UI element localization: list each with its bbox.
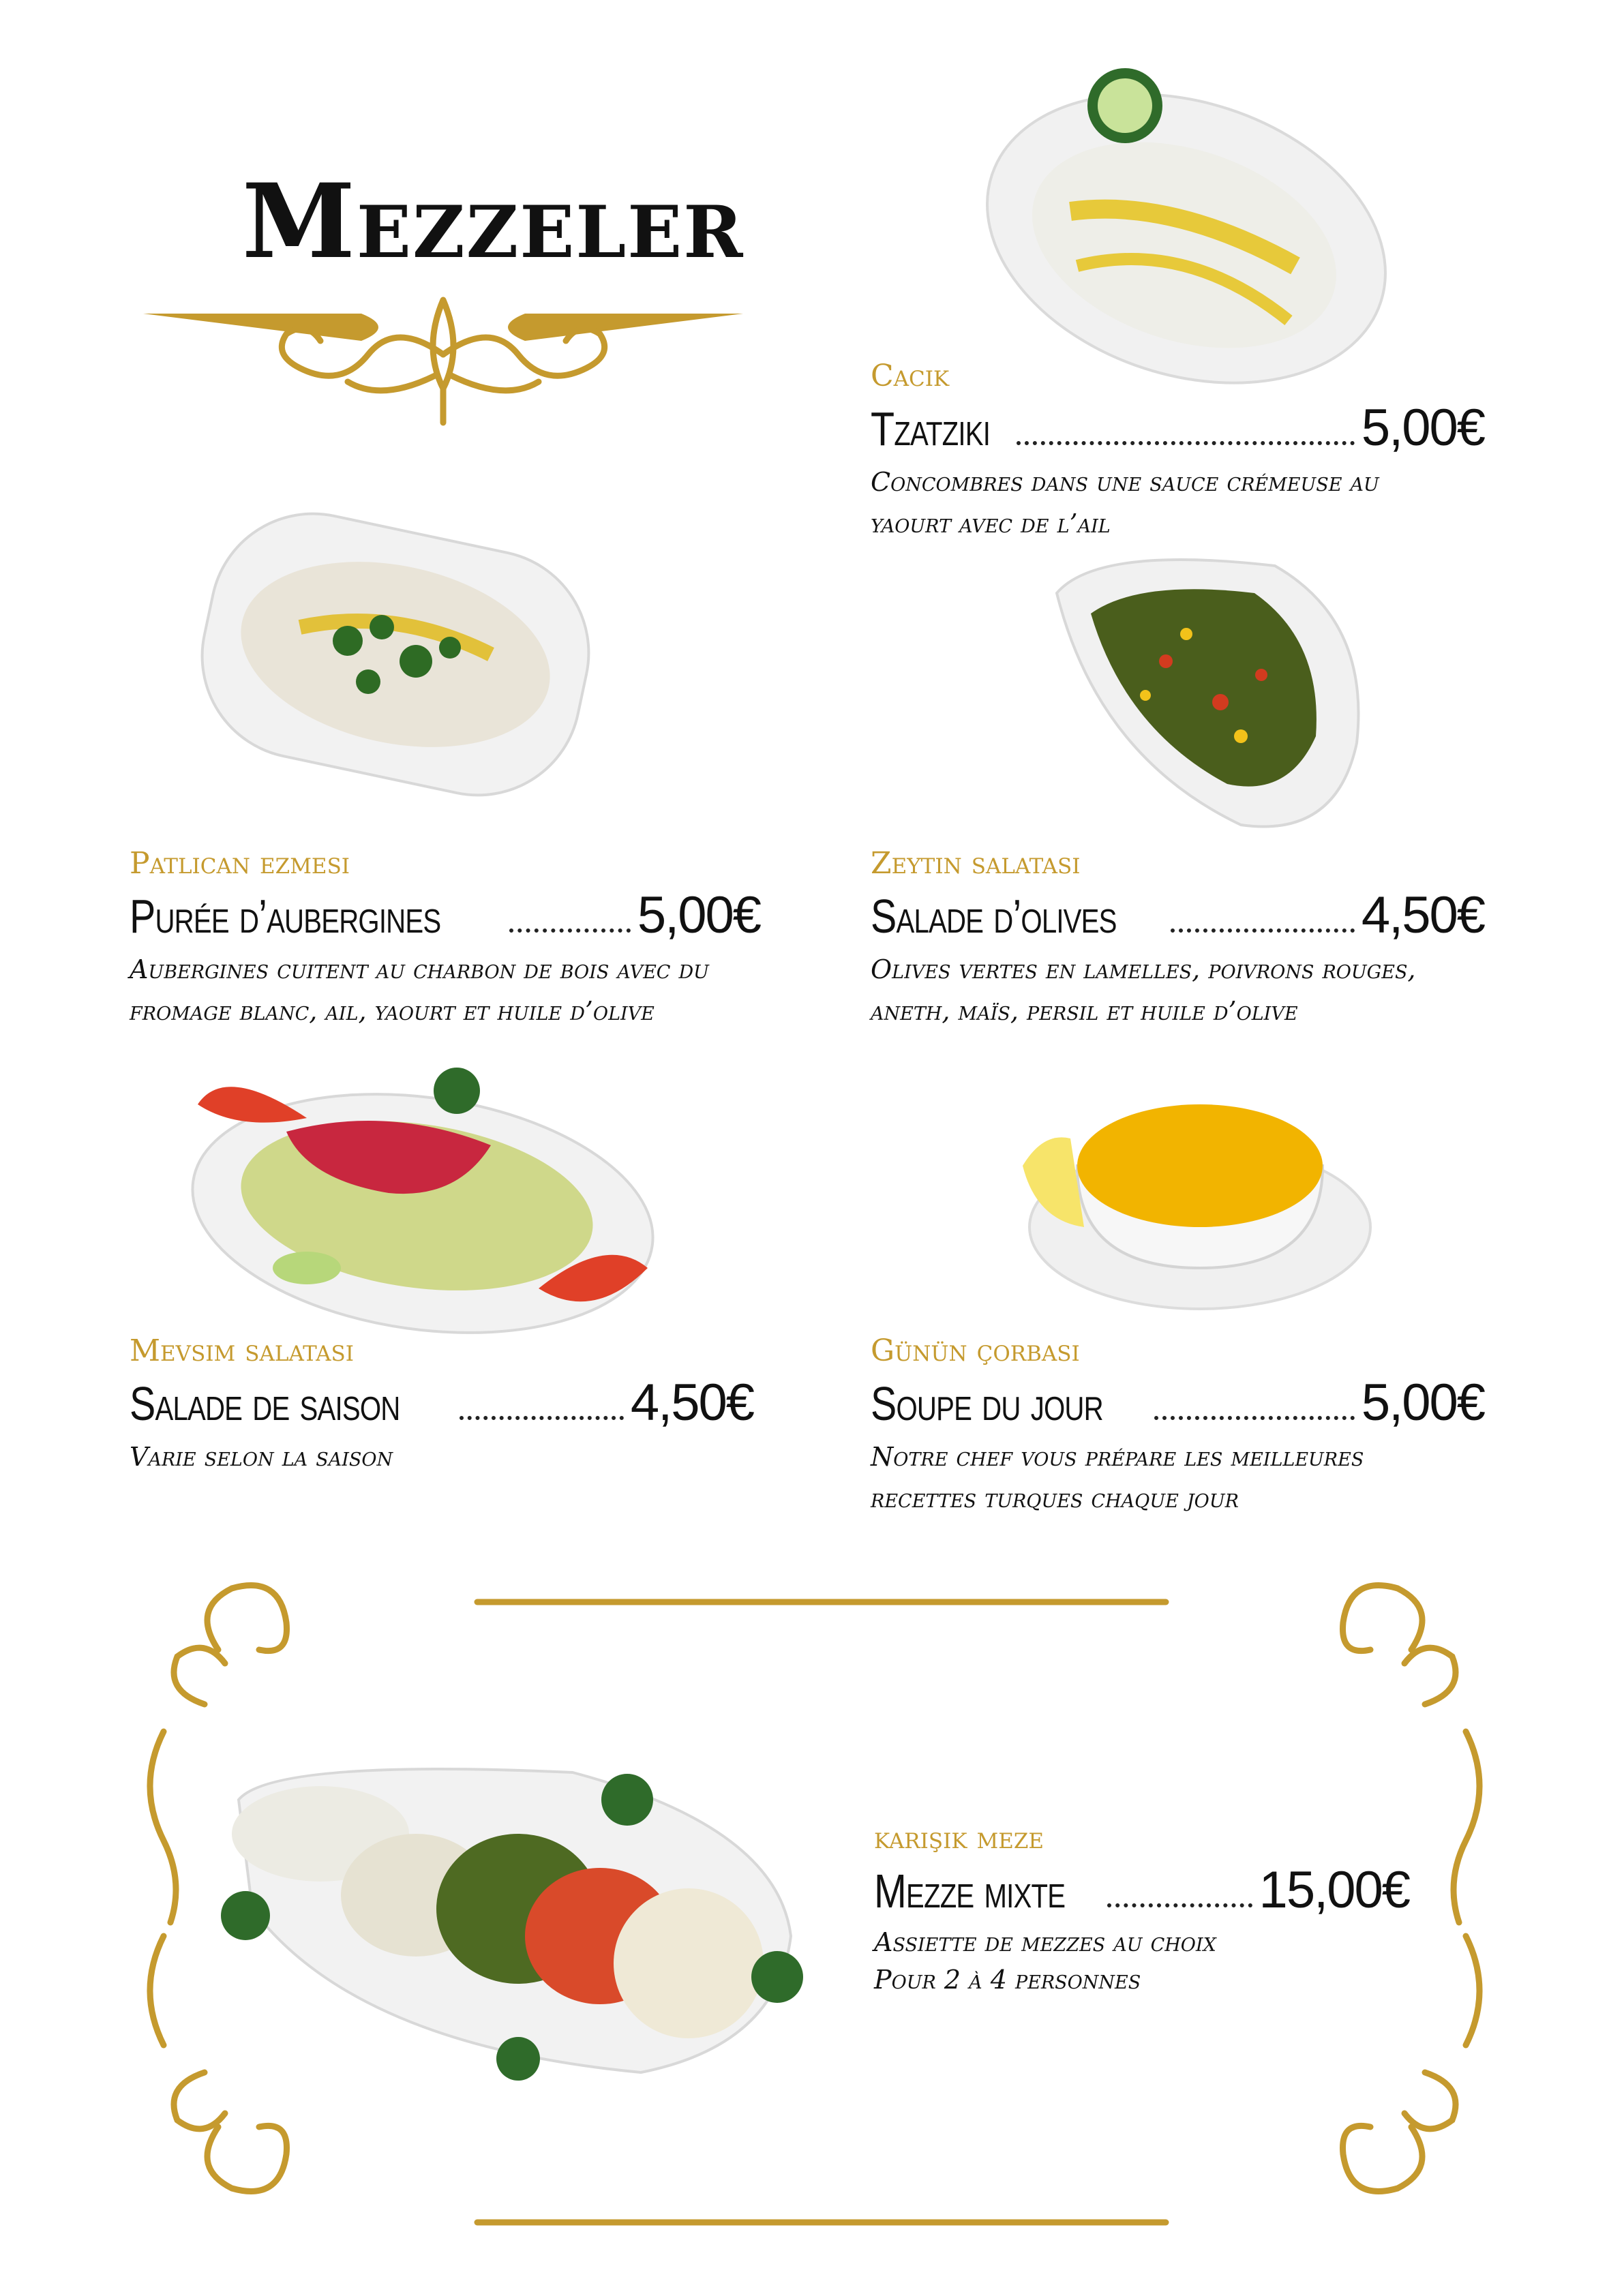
item-turkish-name: Mevsım salatası (130, 1333, 355, 1368)
item-price: 5,00€ (1361, 1374, 1484, 1432)
menu-item-soup (871, 1333, 1484, 1520)
item-description: Concombres dans une sauce crémeuse au yaourt avec de l’ail (871, 467, 1379, 539)
item-turkish-name: Zeytın salatası (871, 846, 1081, 881)
title-ornament (136, 286, 750, 436)
item-description: Assiette de mezzes au choix Pour 2 à 4 personnes (874, 1927, 1216, 1995)
menu-item-aubergine-puree (130, 846, 760, 1032)
seasonal-salad-image (184, 1063, 661, 1350)
item-price: 5,00€ (637, 886, 760, 944)
menu-item-seasonal-salad (130, 1333, 753, 1478)
item-price: 4,50€ (630, 1374, 753, 1432)
item-name: Tzatziki (871, 402, 991, 455)
leader-dots (1171, 928, 1355, 933)
leader-dots (509, 928, 631, 933)
item-name: Salade de saison (130, 1377, 400, 1430)
aubergine-puree-image (177, 504, 614, 811)
item-turkish-name: karışık meze (874, 1821, 1044, 1856)
olive-salad-image (1016, 539, 1377, 852)
item-turkish-name: Cacık (871, 359, 950, 393)
item-description: Aubergines cuitent au charbon de bois avec du fromage blanc, ail, yaourt et huile d’olive (130, 954, 709, 1026)
item-price: 4,50€ (1361, 886, 1484, 944)
leader-dots (1107, 1903, 1252, 1907)
leader-dots (1154, 1415, 1355, 1420)
leader-dots (1017, 440, 1355, 445)
item-turkish-name: Günün çorbası (871, 1333, 1080, 1368)
item-turkish-name: Patlıcan ezmesi (130, 846, 350, 881)
item-description: Notre chef vous prépare les meilleures recettes turques chaque jour (871, 1442, 1364, 1513)
tzatziki-image (968, 61, 1404, 402)
item-name: Soupe du jour (871, 1377, 1103, 1430)
leader-dots (460, 1415, 624, 1420)
item-name: Purée d’aubergines (130, 890, 441, 943)
page-title: Mezzeler (242, 162, 745, 282)
item-name: Mezze mixte (874, 1864, 1066, 1918)
item-name: Salade d’olives (871, 890, 1117, 943)
item-price: 5,00€ (1361, 399, 1484, 457)
menu-item-olive-salad (871, 846, 1484, 1032)
item-description: Olives vertes en lamelles, poivrons rouges, aneth, maïs, persil et huile d’olive (871, 954, 1416, 1026)
item-price: 15,00€ (1259, 1861, 1409, 1919)
soup-image (1016, 1091, 1377, 1316)
menu-item-tzatziki (871, 361, 1484, 545)
item-description: Varie selon la saison (130, 1442, 393, 1472)
menu-item-mixed-mezze (874, 1821, 1419, 1999)
